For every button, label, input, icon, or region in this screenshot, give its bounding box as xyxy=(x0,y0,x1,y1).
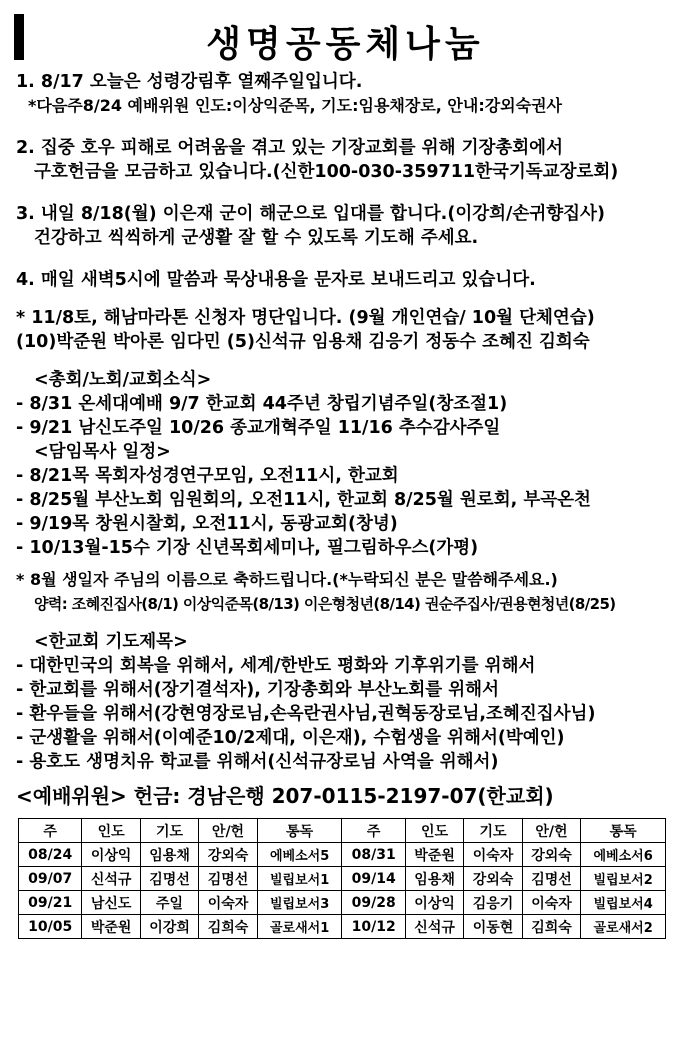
announcement-1: 1. 8/17 오늘은 성령강림후 열째주일입니다. xyxy=(16,72,363,92)
table-cell: 08/31 xyxy=(342,843,405,867)
col-header-prayer: 기도 xyxy=(140,819,198,843)
announcement-2-cont: 구호헌금을 모금하고 있습니다.(신한100-030-359711한국기독교장로회) xyxy=(34,162,619,182)
col-header-lead: 인도 xyxy=(82,819,140,843)
pastor-schedule-heading: <담임목사 일정> xyxy=(34,442,171,462)
birthday-notice: * 8월 생일자 주님의 이름으로 축하드립니다.(*누락되신 분은 말씀해주세요.) xyxy=(16,570,558,589)
table-cell: 10/05 xyxy=(19,915,82,939)
table-cell: 임용채 xyxy=(140,843,198,867)
table-cell: 김명선 xyxy=(140,867,198,891)
news-line: - 8/31 온세대예배 9/7 한교회 44주년 창립기념주일(창조절1) xyxy=(16,394,508,414)
worship-roster-table xyxy=(18,818,666,939)
pastor-schedule-line: - 8/21목 목회자성경연구모임, 오전11시, 한교회 xyxy=(16,466,399,486)
table-row xyxy=(19,915,666,939)
prayer-line: - 용호도 생명치유 학교를 위해서(신석규장로님 사역을 위해서) xyxy=(16,752,499,772)
table-cell: 09/07 xyxy=(19,867,82,891)
table-cell: 이숙자 xyxy=(464,843,522,867)
table-cell: 에베소서6 xyxy=(581,843,666,867)
prayer-line: - 대한민국의 회복을 위해서, 세계/한반도 평화와 기후위기를 위해서 xyxy=(16,656,536,676)
table-cell: 김희숙 xyxy=(522,915,580,939)
pastor-schedule-line: - 8/25월 부산노회 임원회의, 오전11시, 한교회 8/25월 원로회, 부곡온천 xyxy=(16,490,591,510)
table-cell: 빌립보서3 xyxy=(257,891,342,915)
table-cell: 빌립보서2 xyxy=(581,867,666,891)
table-row xyxy=(19,867,666,891)
table-cell: 빌립보서1 xyxy=(257,867,342,891)
announcement-2: 2. 집중 호우 피해로 어려움을 겪고 있는 기장교회를 위해 기장총회에서 xyxy=(16,138,563,158)
table-cell: 신석규 xyxy=(405,915,463,939)
marathon-participants: (10)박준원 박아론 임다민 (5)신석규 임용채 김응기 정동수 조혜진 김희숙 xyxy=(16,332,590,352)
table-cell: 남신도 xyxy=(82,891,140,915)
pastor-schedule-line: - 10/13월-15수 기장 신년목회세미나, 필그림하우스(가평) xyxy=(16,538,479,558)
table-header-row xyxy=(19,819,666,843)
col-header-prayer: 기도 xyxy=(464,819,522,843)
prayer-line: - 군생활을 위해서(이예준10/2제대, 이은재), 수험생을 위해서(박예인) xyxy=(16,728,565,748)
col-header-reading: 통독 xyxy=(581,819,666,843)
announcement-4: 4. 매일 새벽5시에 말씀과 묵상내용을 문자로 보내드리고 있습니다. xyxy=(16,270,536,290)
table-cell: 골로새서2 xyxy=(581,915,666,939)
table-cell: 김명선 xyxy=(522,867,580,891)
table-cell: 주일 xyxy=(140,891,198,915)
announcement-3-cont: 건강하고 씩씩하게 군생활 잘 할 수 있도록 기도해 주세요. xyxy=(34,228,479,248)
table-cell: 이숙자 xyxy=(522,891,580,915)
page-title: 생명공동체나눔 xyxy=(206,24,485,65)
title-bar xyxy=(14,14,677,65)
table-cell: 09/28 xyxy=(342,891,405,915)
table-cell: 신석규 xyxy=(82,867,140,891)
prayer-line: - 환우들을 위해서(강현영장로님,손옥란권사님,권혁동장로님,조혜진집사님) xyxy=(16,704,596,724)
table-cell: 김명선 xyxy=(199,867,257,891)
table-cell: 이상익 xyxy=(82,843,140,867)
table-cell: 빌립보서4 xyxy=(581,891,666,915)
table-row xyxy=(19,891,666,915)
news-line: - 9/21 남신도주일 10/26 종교개혁주일 11/16 추수감사주일 xyxy=(16,418,501,438)
table-cell: 김응기 xyxy=(464,891,522,915)
table-row xyxy=(19,843,666,867)
col-header-usher: 안/헌 xyxy=(199,819,257,843)
table-cell: 박준원 xyxy=(82,915,140,939)
col-header-usher: 안/헌 xyxy=(522,819,580,843)
table-cell: 강외숙 xyxy=(522,843,580,867)
table-cell: 08/24 xyxy=(19,843,82,867)
worship-heading: <예배위원> 헌금: 경남은행 207-0115-2197-07(한교회) xyxy=(16,784,554,808)
prayer-heading: <한교회 기도제목> xyxy=(34,632,188,652)
announcement-body xyxy=(16,70,681,939)
announcement-3: 3. 내일 8/18(월) 이은재 군이 해군으로 입대를 합니다.(이강희/손귀향집사) xyxy=(16,204,605,224)
news-heading: <총회/노회/교회소식> xyxy=(34,370,212,390)
table-cell: 이상익 xyxy=(405,891,463,915)
table-cell: 강외숙 xyxy=(464,867,522,891)
table-cell: 김희숙 xyxy=(199,915,257,939)
announcement-1-note: *다음주8/24 예배위원 인도:이상익준목, 기도:임용채장로, 안내:강외숙권사 xyxy=(28,96,563,115)
table-cell: 09/14 xyxy=(342,867,405,891)
table-cell: 이동현 xyxy=(464,915,522,939)
prayer-line: - 한교회를 위해서(장기결석자), 기장총회와 부산노회를 위해서 xyxy=(16,680,499,700)
pastor-schedule-line: - 9/19목 창원시찰회, 오전11시, 동광교회(창녕) xyxy=(16,514,398,534)
col-header-week: 주 xyxy=(19,819,82,843)
marathon-notice: * 11/8토, 해남마라톤 신청자 명단입니다. (9월 개인연습/ 10월 단체연습) xyxy=(16,308,595,328)
col-header-week: 주 xyxy=(342,819,405,843)
table-cell: 골로새서1 xyxy=(257,915,342,939)
table-cell: 강외숙 xyxy=(199,843,257,867)
table-cell: 10/12 xyxy=(342,915,405,939)
table-cell: 이숙자 xyxy=(199,891,257,915)
table-cell: 09/21 xyxy=(19,891,82,915)
table-cell: 임용채 xyxy=(405,867,463,891)
table-cell: 에베소서5 xyxy=(257,843,342,867)
table-cell: 이강희 xyxy=(140,915,198,939)
col-header-reading: 통독 xyxy=(257,819,342,843)
table-cell: 박준원 xyxy=(405,843,463,867)
birthday-list: 양력: 조혜진집사(8/1) 이상익준목(8/13) 이은형청년(8/14) 권순주집사/권용현청년(8/25) xyxy=(34,595,616,613)
col-header-lead: 인도 xyxy=(405,819,463,843)
